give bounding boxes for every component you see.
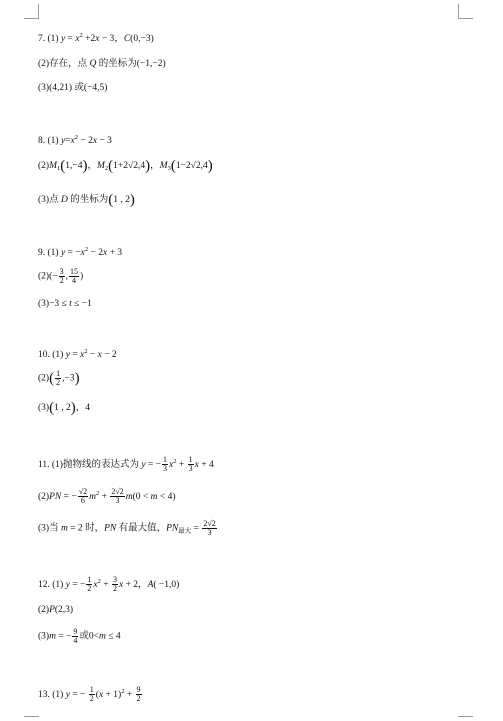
q9-part1: 9. (1) $y = -x^2 - 2x + 3$	[38, 246, 123, 258]
q11-part3: (3)当 m = 2 时，PN 有最大值，$PN_{最大}$ = $\frac{2√2}{3}$	[38, 519, 216, 537]
crop-mark-top-left-v	[38, 4, 39, 18]
crop-mark-top-left-h	[24, 18, 39, 19]
q7-part2: (2)存在，点 Q 的坐标为(−1,−2)	[38, 59, 166, 69]
q9-part2: (2)(− $\frac{3}{2}$ , $\frac{15}{4}$ )	[38, 267, 84, 285]
q8-part2: $(2)M_1(1,-4)$，$M_2(1+2√2,4)$，$M_3(1-2√2,4)$	[38, 158, 213, 174]
q7-part3: (3)(4,21) 或(−4,5)	[38, 83, 108, 93]
q13-part1: 13. (1) y = − $\frac{1}{2}$ $(x + 1)^2$ + $\frac{9}{2}$	[38, 685, 141, 704]
q12-part3: (3)m = − $\frac{9}{4}$ 或0<m ≤ 4	[38, 627, 121, 645]
q11-part2: (2)PN = − $\frac{√2}{6}$ $m^2$ + $\frac{2√2}{3}$ m(0 < m < 4)	[38, 487, 176, 506]
q7-part1: 7. (1) $y = x^2 +2x - 3$，C(0,−3)	[38, 32, 154, 44]
crop-mark-top-right-h	[458, 18, 473, 19]
q9-part3: (3)−3 ≤ t ≤ −1	[38, 299, 92, 309]
q10-part2: (2)( $\frac{1}{2}$ ,−3)	[38, 369, 80, 387]
crop-mark-bottom-left-h	[24, 716, 39, 717]
q8-part3: (3)点 D 的坐标为(1 , 2)	[38, 192, 135, 208]
crop-mark-bottom-right-h	[458, 716, 473, 717]
q8-part1: 8. (1) $y=x^2 - 2x - 3$	[38, 134, 112, 146]
q11-part1: 11. (1)抛物线的表达式为 y = − $\frac{1}{3}$ $x^2$ + $\frac{1}{3}$ x + 4	[38, 455, 214, 474]
q12-part2: (2)P(2,3)	[38, 605, 74, 615]
crop-mark-top-right-v	[458, 4, 459, 18]
q10-part1: 10. (1) $y = x^2 - x - 2$	[38, 348, 117, 360]
q12-part1: 12. (1) y = − $\frac{1}{2}$ $x^2$ + $\frac{3}{2}$ x + 2，A( −1,0)	[38, 575, 180, 594]
q10-part3: (3)(1 , 2)，4	[38, 400, 90, 416]
